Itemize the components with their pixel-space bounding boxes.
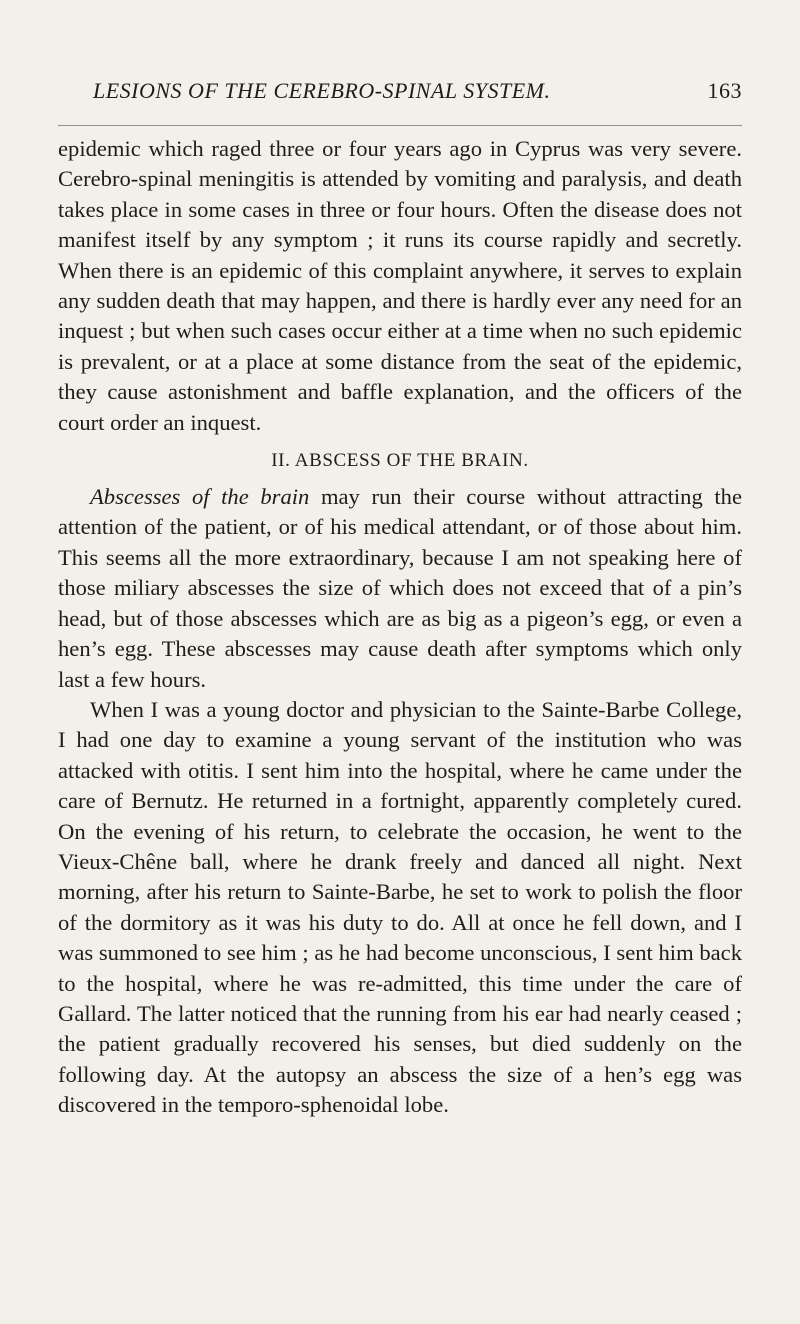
paragraph-case-history: When I was a young doctor and physician to the Sainte-Barbe College, I had one day to examine a young servant of the institution who was attacked with otitis. I sent him into the hospital, where he came under the care of Bernutz. He returned in a fortnight, apparently completely cured. On the evening of his return, to celebrate the occasion, he went to the Vieux-Chêne ball, where he drank freely and danced all night. Next morning, after his return to Sainte-Barbe, he set to work to polish the floor of the dormitory as it was his duty to do. All at once he fell down, and I was summoned to see him ; as he had become unconscious, I sent him back to the hospital, where he was re-admitted, this time under the care of Gallard. The latter noticed that the running from his ear had nearly ceased ; the patient gradually recovered his senses, but died suddenly on the following day. At the autopsy an abscess the size of a hen’s egg was discovered in the temporo-sphenoidal lobe.	[58, 696, 742, 1118]
running-header	[58, 78, 742, 112]
paragraph-epidemic: epidemic which raged three or four years ago in Cyprus was very severe. Cerebro-spinal meningitis is attended by vomiting and paralysis, and death takes place in some cases in three or four hours. Often the disease does not manifest itself by any symptom ; it runs its course rapidly and secretly. When there is an epidemic of this complaint anywhere, it serves to explain any sudden death that may happen, and there is hardly ever any need for an inquest ; but when such cases occur either at a time when no such epidemic is prevalent, or at a place at some distance from the seat of the epidemic, they cause astonishment and baffle explanation, and the officers of the court order an inquest.	[58, 136, 742, 435]
paragraph-abscesses-italic-lead: Abscesses of the brain	[90, 484, 310, 510]
running-title: LESIONS OF THE CEREBRO-SPINAL SYSTEM.	[93, 78, 551, 103]
header-rule	[58, 125, 742, 126]
page-number: 163	[707, 78, 742, 103]
body-text	[58, 134, 742, 1121]
paragraph-abscesses	[58, 482, 742, 695]
book-page	[58, 78, 742, 1121]
paragraph-abscesses-text: may run their course without attracting the attention of the patient, or of his medical attendant, or of those about him. This seems all the more extraordinary, because I am not speaking here of those miliary abscesses the size of which does not exceed that of a pin’s head, but of those abscesses which are as big as a pigeon’s egg, or even a hen’s egg. These abscesses may cause death after symptoms which only last a few hours.	[58, 484, 742, 692]
section-heading: II. ABSCESS OF THE BRAIN.	[271, 450, 529, 472]
